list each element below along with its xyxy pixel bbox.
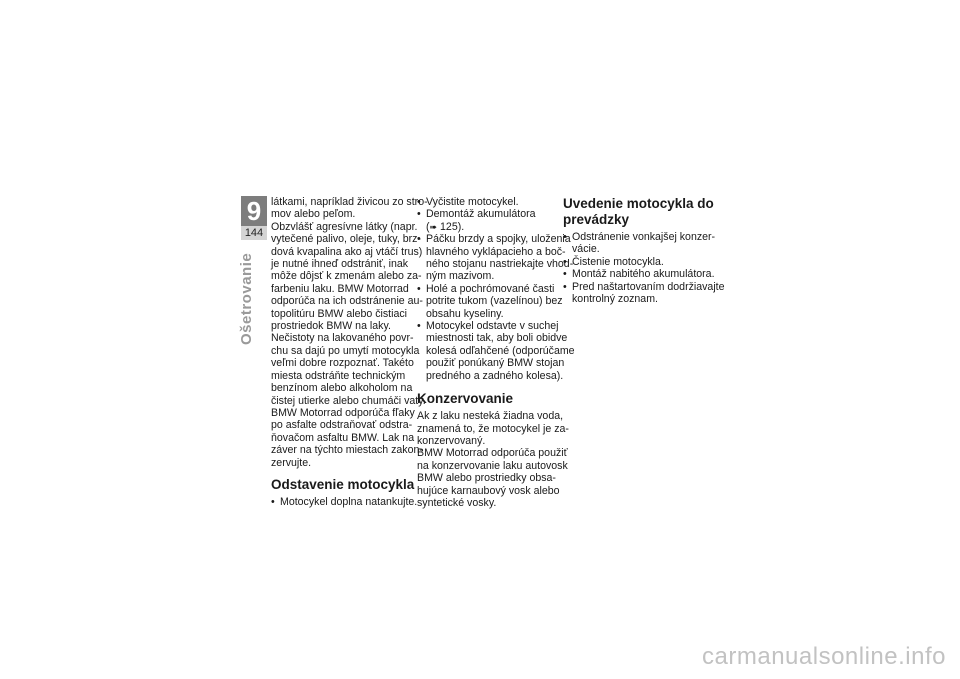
section-heading-line: Uvedenie motocykla do (563, 196, 714, 211)
text-line: miestnosti tak, aby boli obidve (426, 332, 568, 345)
text-line: konzervovaný. (417, 434, 486, 447)
watermark: carmanualsonline.info (702, 643, 946, 670)
chapter-title: Ošetrovanie (238, 252, 255, 345)
bullet-item: • Čistenie motocykla. (563, 256, 713, 268)
text-line: potrite tukom (vazelínou) bez (426, 295, 563, 308)
column-3 (563, 196, 725, 306)
text-line: kolesá odľahčené (odporúčame (426, 344, 575, 357)
text-line: • Páčku brzdy a spojky, uloženia (426, 233, 571, 246)
section-heading: Konzervovanie (417, 391, 514, 407)
text-line: vytečené palivo, oleje, tuky, brz- (271, 233, 421, 246)
text-line: BMW Motorrad odporúča fľaky (271, 406, 415, 419)
text-line: je nutné ihneď odstrániť, inak (271, 258, 409, 271)
text-line: • Holé a pochrómované časti (426, 282, 555, 295)
text-line: predného a zadného kolesa). (426, 369, 564, 382)
bullet-item: • Montáž nabitého akumulátora. (563, 268, 713, 280)
bullet-item (417, 282, 563, 320)
text-line: chu sa dajú po umytí motocykla (271, 344, 420, 357)
text-line: vácie. (572, 243, 600, 256)
text-line: (➠ 125). (426, 220, 465, 233)
text-line: ňovačom asfaltu BMW. Lak na (271, 431, 415, 444)
text-line: ným mazivom. (426, 270, 495, 283)
text-line: benzínom alebo alkoholom na (271, 382, 413, 395)
text-line: látkami, napríklad živicou zo stro- (271, 196, 428, 208)
text-line: • Demontáž akumulátora (426, 208, 536, 221)
bullet-item: • Motocykel doplna natankujte. (271, 496, 411, 508)
text-line: ného stojanu nastriekajte vhod- (426, 258, 574, 271)
bullet-item (563, 280, 725, 306)
text-line: kontrolný zoznam. (572, 293, 658, 306)
text-line: hujúce karnaubový vosk alebo (417, 484, 560, 497)
text-line: topolitúru BMW alebo čistiaci (271, 307, 408, 320)
text-line: po asfalte odstraňovať odstra- (271, 419, 413, 432)
chapter-number: 9 (241, 196, 267, 226)
text-line: Ak z laku nesteká žiadna voda, (417, 410, 564, 423)
text-line: čistej utierke alebo chumáči vaty. (271, 394, 426, 407)
page-reference[interactable]: 125). (440, 220, 465, 233)
text-line: syntetické vosky. (417, 496, 497, 509)
page-reference-arrow-icon: ➠ (429, 221, 438, 232)
text-line: prostriedok BMW na laky. (271, 320, 391, 333)
text-line: miesta odstráňte technickým (271, 369, 406, 382)
text-line: dová kvapalina ako aj vtáčí trus) (271, 245, 423, 258)
bullet-item (417, 233, 574, 283)
bullet-item: • Vyčistite motocykel. (417, 196, 557, 208)
section-heading-line: prevádzky (563, 212, 630, 227)
bullet-item (417, 320, 575, 382)
text-line: znamená to, že motocykel je za- (417, 422, 569, 435)
section-heading: Odstavenie motocykla (271, 476, 415, 492)
text-line: na konzervovanie laku autovosk (417, 459, 568, 472)
chapter-tab (241, 196, 267, 240)
text-line: použiť ponúkaný BMW stojan (426, 357, 565, 370)
column-2 (417, 196, 575, 509)
text-line: • Motocykel odstavte v suchej (426, 320, 559, 333)
text-line: • Odstránenie vonkajšej konzer- (572, 231, 716, 243)
page-number: 144 (241, 226, 267, 240)
text-line: môže dôjsť k zmenám alebo za- (271, 270, 422, 283)
text-line: BMW Motorrad odporúča použiť (417, 447, 568, 460)
text-line: Obzvlášť agresívne látky (napr. (271, 220, 418, 233)
text-line: obsahu kyseliny. (426, 307, 504, 320)
text-line: BMW alebo prostriedky obsa- (417, 472, 556, 485)
text-line: farbeniu laku. BMW Motorrad (271, 282, 409, 295)
text-line: zervujte. (271, 456, 312, 469)
text-line: Nečistoty na lakovaného povr- (271, 332, 414, 345)
column-1 (271, 196, 428, 508)
text-line: mov alebo peľom. (271, 208, 356, 221)
text-line: záver na týchto miestach zakon- (271, 444, 423, 457)
text-line: veľmi dobre rozpoznať. Takéto (271, 357, 414, 370)
text-line: hlavného vyklápacieho a boč- (426, 245, 566, 258)
bullet-item (563, 231, 716, 256)
text-line: • Pred naštartovaním dodržiavajte (572, 280, 725, 293)
text-line: odporúča na ich odstránenie au- (271, 295, 423, 308)
bullet-item (417, 208, 557, 233)
